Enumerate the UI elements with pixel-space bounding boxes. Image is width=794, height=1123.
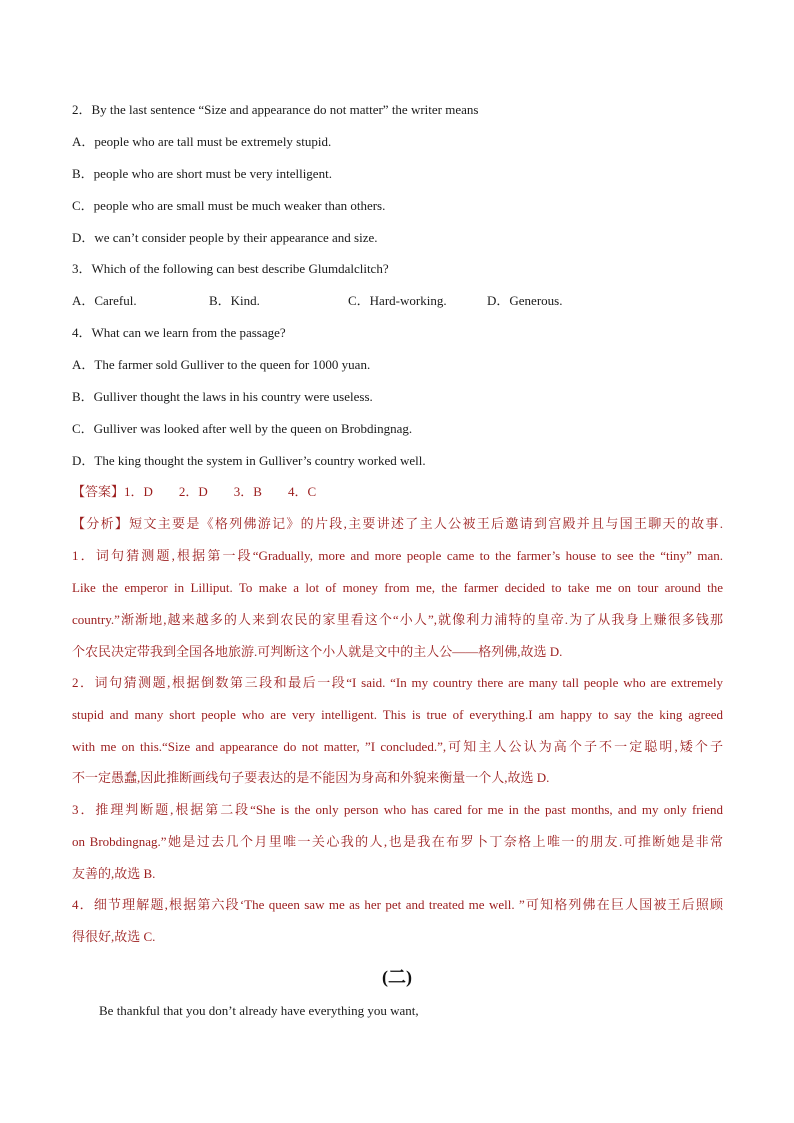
question-3-option-a: A．Careful.	[72, 293, 137, 308]
question-2-option-c: C．people who are small must be much weaker than others.	[72, 198, 386, 213]
question-4-option-c: C．Gulliver was looked after well by the queen on Brobdingnag.	[72, 421, 413, 436]
question-4-option-a: A．The farmer sold Gulliver to the queen for 1000 yuan.	[72, 357, 371, 372]
question-3-option-b: B．Kind.	[209, 293, 260, 308]
question-2-stem: 2．By the last sentence “Size and appearance do not matter” the writer means	[72, 102, 479, 117]
answer-item-3: 3．B	[233, 484, 262, 499]
analysis-line: on Brobdingnag.”她是过去几个月里唯一关心我的人,也是我在布罗卜丁奈格上唯一的朋友.可推断她是非常	[72, 834, 723, 849]
question-2-option-b: B．people who are short must be very intelligent.	[72, 166, 332, 181]
answer-line	[72, 483, 316, 501]
analysis-line: Like the emperor in Lilliput. To make a lot of money from me, the farmer decided to take me on tour around the	[72, 580, 723, 595]
analysis-line: 1．词句猜测题,根据第一段“Gradually, more and more people came to the farmer’s house to see the “tiny” man.	[72, 548, 723, 563]
analysis-line: country.”渐渐地,越来越多的人来到农民的家里看这个“小人”,就像利力浦特的皇帝.为了从我身上赚很多钱那	[72, 612, 723, 627]
analysis-line: 不一定愚蠢,因此推断画线句子要表达的是不能因为身高和外貌来衡量一个人,故选 D.	[72, 770, 550, 785]
question-3-option-d: D．Generous.	[487, 293, 563, 308]
question-4-option-b: B．Gulliver thought the laws in his country were useless.	[72, 389, 373, 404]
question-3-stem: 3．Which of the following can best describe Glumdalclitch?	[72, 261, 389, 276]
analysis-label: 【分析】	[72, 516, 130, 531]
analysis-line: with me on this.“Size and appearance do not matter, ”I concluded.”,可知主人公认为高个子不一定聪明,矮个子	[72, 739, 723, 754]
answer-item-1: 1．D	[124, 484, 153, 499]
question-4-stem: 4．What can we learn from the passage?	[72, 325, 286, 340]
analysis-line: 2．词句猜测题,根据倒数第三段和最后一段“I said. “In my country there are many tall people who are extremely	[72, 675, 723, 690]
analysis-line: 得很好,故选 C.	[72, 929, 156, 944]
analysis-line: 个农民决定带我到全国各地旅游.可判断这个小人就是文中的主人公——格列佛,故选 D.	[72, 644, 563, 659]
analysis-line: 4．细节理解题,根据第六段‘The queen saw me as her pet and treated me well. ”可知格列佛在巨人国被王后照顾	[72, 897, 723, 912]
answer-item-2: 2．D	[178, 484, 208, 499]
question-3-option-c: C．Hard-working.	[348, 293, 447, 308]
analysis-summary	[72, 515, 723, 533]
question-2-option-d: D．we can’t consider people by their appearance and size.	[72, 230, 378, 245]
analysis-line: stupid and many short people who are very intelligent. This is true of everything.I am happy to say the king agreed	[72, 707, 723, 722]
question-4-option-d: D．The king thought the system in Gulliver’s country worked well.	[72, 453, 426, 468]
section-title: (二)	[382, 967, 412, 987]
analysis-line: 3．推理判断题,根据第二段“She is the only person who has cared for me in the past months, and my only friend	[72, 802, 723, 817]
answer-item-4: 4．C	[287, 484, 317, 499]
analysis-line: 友善的,故选 B.	[72, 866, 156, 881]
question-2-option-a: A．people who are tall must be extremely stupid.	[72, 134, 332, 149]
answer-label: 【答案】	[72, 484, 125, 499]
passage-first-line: Be thankful that you don’t already have everything you want,	[99, 1003, 419, 1018]
analysis-summary-text: 短文主要是《格列佛游记》的片段,主要讲述了主人公被王后邀请到宫殿并且与国王聊天的故事.	[129, 516, 723, 531]
